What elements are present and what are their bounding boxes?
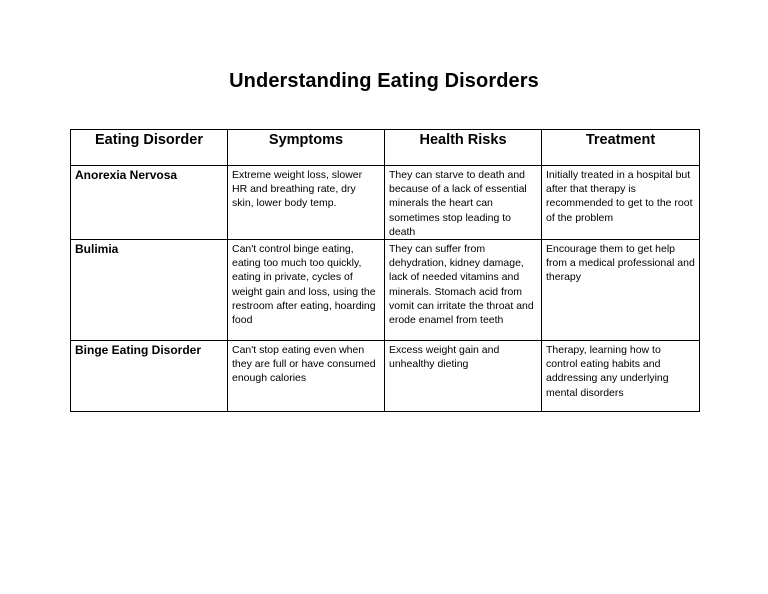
eating-disorders-table (70, 129, 700, 412)
disorder-name-cell: Bulimia (71, 240, 228, 341)
symptoms-cell: Can't control binge eating, eating too much too quickly, eating in private, cycles of weight gain and loss, using the restroom after eating, hoarding food (228, 240, 385, 341)
disorder-name-cell: Binge Eating Disorder (71, 341, 228, 412)
health-risks-cell: Excess weight gain and unhealthy dieting (385, 341, 542, 412)
page-title: Understanding Eating Disorders (229, 70, 539, 92)
column-header-symptoms: Symptoms (228, 130, 385, 166)
treatment-cell: Initially treated in a hospital but after that therapy is recommended to get to the root of the problem (542, 166, 700, 240)
column-header-health-risks: Health Risks (385, 130, 542, 166)
disorder-name-cell: Anorexia Nervosa (71, 166, 228, 240)
health-risks-cell: They can suffer from dehydration, kidney damage, lack of needed vitamins and minerals. Stomach acid from vomit can irritate the throat and erode enamel from teeth (385, 240, 542, 341)
health-risks-cell: They can starve to death and because of a lack of essential minerals the heart can sometimes stop leading to death (385, 166, 542, 240)
column-header-treatment: Treatment (542, 130, 700, 166)
symptoms-cell: Extreme weight loss, slower HR and breathing rate, dry skin, lower body temp. (228, 166, 385, 240)
table-row (71, 341, 700, 412)
treatment-cell: Therapy, learning how to control eating habits and addressing any underlying mental disorders (542, 341, 700, 412)
symptoms-cell: Can't stop eating even when they are full or have consumed enough calories (228, 341, 385, 412)
treatment-cell: Encourage them to get help from a medical professional and therapy (542, 240, 700, 341)
table-header-row (71, 130, 700, 166)
column-header-eating-disorder: Eating Disorder (71, 130, 228, 166)
table-row (71, 240, 700, 341)
table-row (71, 166, 700, 240)
